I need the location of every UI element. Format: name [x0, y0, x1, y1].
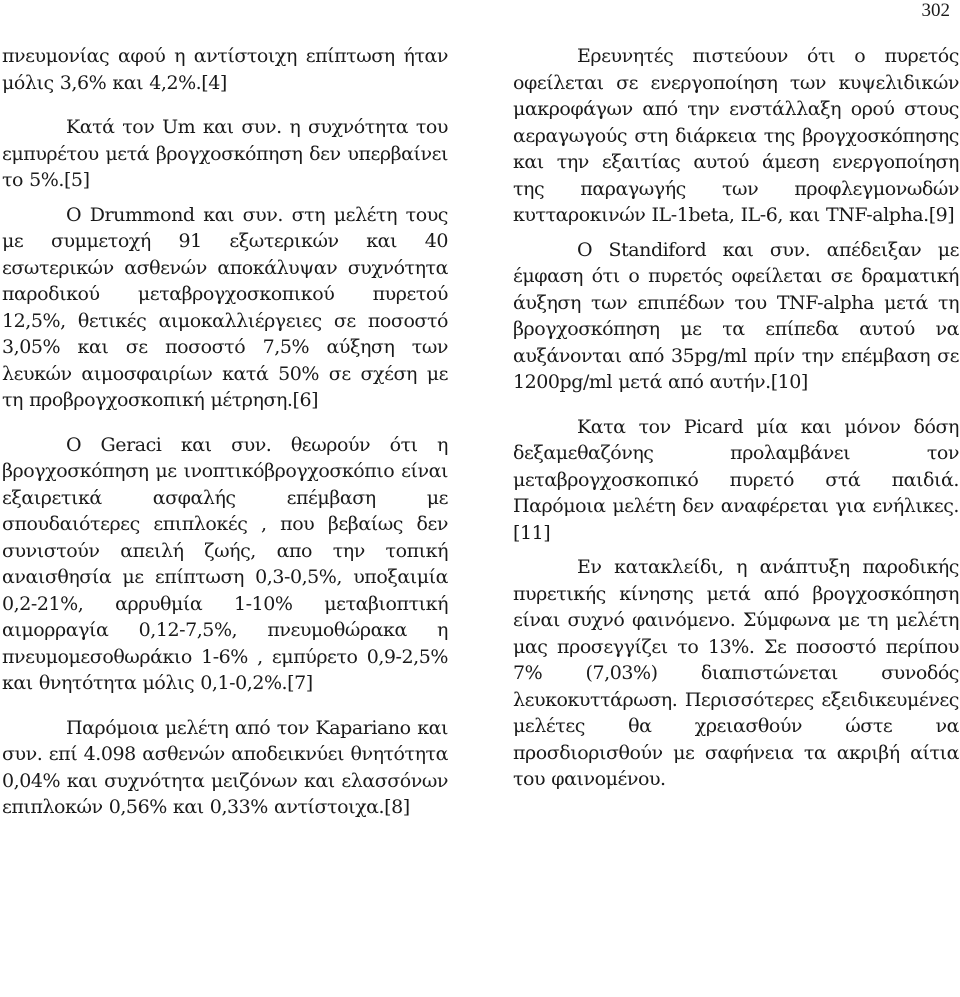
paragraph-conclusion: Εν κατακλείδι, η ανάπτυξη παροδικής πυρετικής κίνησης μετά από βρογχοσκόπηση είναι συχνό φαινόμενο. Σύμφωνα με τη μελέτη μας προσεγγίζει το 13%. Σε ποσοστό περίπου 7% (7,03%) διαπιστώνεται συνοδός λευκοκυττάρωση. Περισσότερες εξειδικευμένες μελέτες θα χρειασθούν ώστε να προσδιορισθούν με σαφήνεια τα ακριβή αίτια του φαινομένου. — [513, 556, 959, 790]
paragraph-picard-study: Κατα τον Picard μία και μόνον δόση δεξαμεθαζόνης προλαμβάνει τον μεταβρογχοσκοπικό πυρετό στά παιδιά. Παρόμοια μελέτη δεν αναφέρεται για ενήλικες. [11] — [513, 415, 959, 544]
paragraph-pneumonia-rates: πνευμονίας αφού η αντίστοιχη επίπτωση ήταν μόλις 3,6% και 4,2%.[4] — [2, 45, 448, 94]
paragraph-geraci-study: Ο Geraci και συν. θεωρούν ότι η βρογχοσκόπηση με ινοπτικόβρογχοσκόπιο είναι εξαιρετικά ασφαλής επέμβαση με σπουδαιότερες επιπλοκές , που βεβαίως δεν συνιστούν απειλή ζωής, απο την τοπική αναισθησία με επίπτωση 0,3-0,5%, υποξαιμία 0,2-21%, αρρυθμία 1-10% μεταβιοπτική αιμορραγία 0,12-7,5%, πνευμοθώρακα η πνευμομεσοθωράκιο 1-6% , εμπύρετο 0,9-2,5% και θνητότητα μόλις 0,1-0,2%.[7] — [2, 433, 448, 694]
paragraph-standiford-study: Ο Standiford και συν. απέδειξαν με έμφαση ότι ο πυρετός οφείλεται σε δραματική άυξηση των επιπέδων του TNF-alpha μετά τη βρογχοσκόπηση με τα επίπεδα αυτού να αυξάνονται από 35pg/ml πρίν την επέμβαση σε 1200pg/ml μετά από αυτήν.[10] — [513, 238, 959, 393]
right-column — [513, 43, 959, 811]
paragraph-fever-mechanism: Ερευνητές πιστεύουν ότι ο πυρετός οφείλεται σε ενεργοποίηση των κυψελιδικών μακροφάγων από την ενστάλλαξη ορού στους αεραγωγούς στη διάρκεια της βρογχοσκόπησης και την εξαιτίας αυτού άμεση ενεργοποίηση της παραγωγής των προφλεγμονωδών κυτταροκινών IL-1beta, IL-6, και TNF-alpha.[9] — [513, 45, 959, 226]
paragraph-um-study: Κατά τον Um και συν. η συχνότητα του εμπυρέτου μετά βρογχοσκόπηση δεν υπερβαίνει το 5%.[5] — [2, 116, 448, 191]
paragraph-kapariano-study: Παρόμοια μελέτη από τον Kapariano και συν. επί 4.098 ασθενών αποδεικνύει θνητότητα 0,04% και συχνότητα μειζόνων και ελασσόνων επιπλοκών 0,56% και 0,33% αντίστοιχα.[8] — [2, 716, 448, 818]
page-number: 302 — [921, 0, 950, 21]
left-column — [2, 43, 448, 839]
paragraph-drummond-study: Ο Drummond και συν. στη μελέτη τους με συμμετοχή 91 εξωτερικών και 40 εσωτερικών ασθενών αποκάλυψαν συχνότητα παροδικού μεταβρογχοσκοπικού πυρετού 12,5%, θετικές αιμοκαλλιέργειες σε ποσοστό 3,05% και σε ποσοστό 7,5% αύξηση των λευκών αιμοσφαιρίων κατά 50% σε σχέση με τη προβρογχοσκοπική μέτρηση.[6] — [2, 203, 448, 411]
